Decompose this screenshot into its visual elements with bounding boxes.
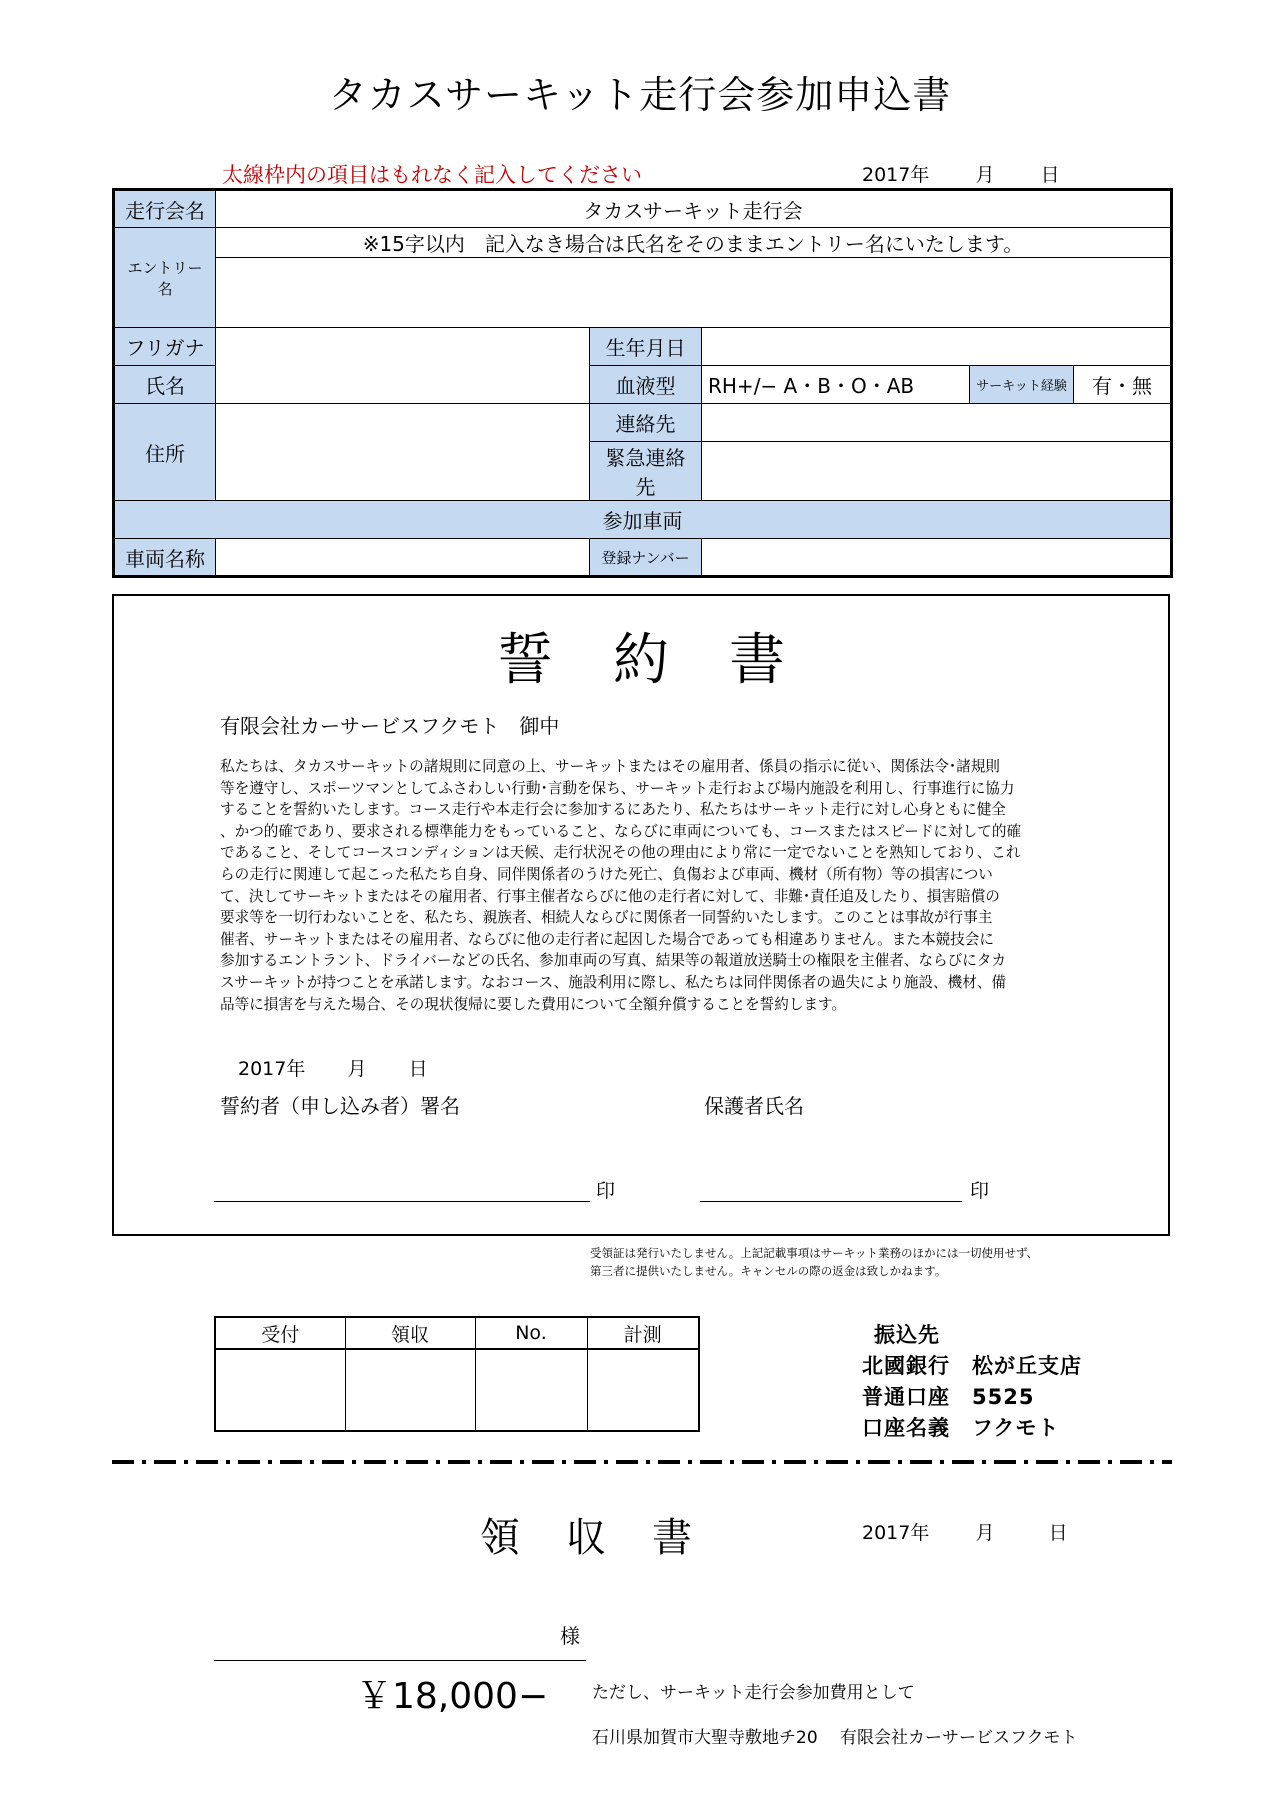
name-label: 氏名 bbox=[114, 366, 216, 404]
office-header-number: No. bbox=[475, 1317, 587, 1349]
recipient-honorific: 様 bbox=[560, 1624, 580, 1648]
signer-signature-line[interactable] bbox=[214, 1201, 590, 1202]
entry-name-note: ※15字以内 記入なき場合は氏名をそのままエントリー名にいたします。 bbox=[216, 228, 1172, 258]
page-title: タカスサーキット走行会参加申込書 bbox=[328, 73, 952, 117]
oath-body bbox=[220, 756, 1070, 1015]
date-year: 2017年 bbox=[862, 164, 930, 186]
oath-title: 誓約書 bbox=[497, 628, 845, 693]
signer-seal-mark: 印 bbox=[596, 1180, 616, 1202]
receipt-amount: ￥18,000− bbox=[356, 1676, 549, 1717]
circuit-experience-options[interactable]: 有・無 bbox=[1074, 366, 1172, 404]
signer-label: 誓約者（申し込み者）署名 bbox=[220, 1094, 460, 1118]
oath-addressee: 有限会社カーサービスフクモト 御中 bbox=[220, 714, 560, 738]
birthdate-label: 生年月日 bbox=[590, 328, 702, 366]
date-year: 2017年 bbox=[238, 1058, 306, 1080]
oath-line: て、決してサーキットまたはその雇用者、行事主催者ならびに他の走行者に対して、非難･責任追及したり、損害賠償の bbox=[220, 887, 1000, 905]
entry-name-label: エントリー名 bbox=[114, 228, 216, 328]
oath-line: することを誓約いたします。コース走行や本走行会に参加するにあたり、私たちはサーキット走行に対し心身ともに健全 bbox=[220, 801, 1006, 819]
plate-number-field[interactable] bbox=[702, 539, 1172, 577]
recipient-name-line[interactable] bbox=[214, 1660, 586, 1661]
receipt-proviso: ただし、サーキット走行会参加費用として bbox=[592, 1683, 915, 1703]
furigana-label: フリガナ bbox=[114, 328, 216, 366]
bank-line: 北國銀行 松が丘支店 bbox=[862, 1354, 1082, 1378]
date-month: 月 bbox=[975, 164, 995, 186]
bank-line: 口座名義 フクモト bbox=[862, 1416, 1060, 1440]
date-day: 日 bbox=[1040, 164, 1060, 186]
vehicle-section-header: 参加車両 bbox=[114, 501, 1172, 539]
address-field[interactable] bbox=[216, 404, 590, 501]
oath-line: 要求等を一切行わないことを、私たち、親族者、相続人ならびに関係者一同誓約いたします。このことは事故が行事主 bbox=[220, 909, 993, 927]
oath-line: 参加するエントラント、ドライバーなどの氏名、参加車両の写真、結果等の報道放送騎士の権限を主催者、ならびにタカ bbox=[220, 952, 1007, 970]
vehicle-name-field[interactable] bbox=[216, 539, 590, 577]
oath-line: 私たちは、タカスサーキットの諸規則に同意の上、サーキットまたはその雇用者、係員の指示に従い、関係法令･諸規則 bbox=[220, 758, 1000, 775]
office-header-reception: 受付 bbox=[215, 1317, 345, 1349]
guardian-seal-mark: 印 bbox=[970, 1180, 990, 1202]
oath-line: 等を遵守し、スポーツマンとしてふさわしい行動･言動を保ち、サーキット走行および場内施設を利用し、行事進行に協力 bbox=[220, 779, 1015, 797]
oath-line: 、かつ的確であり、要求される標準能力をもっていること、ならびに車両についても、コースまたはスピードに対して的確 bbox=[220, 822, 1022, 840]
date-year: 2017年 bbox=[862, 1522, 930, 1544]
office-header-timing: 計測 bbox=[587, 1317, 699, 1349]
blood-type-label: 血液型 bbox=[590, 366, 702, 404]
receipt-title: 領収書 bbox=[480, 1515, 738, 1561]
plate-number-label: 登録ナンバー bbox=[590, 539, 702, 577]
emergency-contact-label: 緊急連絡先 bbox=[590, 442, 702, 501]
issuer-address: 石川県加賀市大聖寺敷地チ20 有限会社カーサービスフクモト bbox=[592, 1728, 1078, 1748]
oath-line: らの走行に関連して起こった私たち自身、同伴関係者のうけた死亡、負傷および車両、機材（所有物）等の損害につい bbox=[220, 865, 993, 883]
date-day: 日 bbox=[408, 1058, 428, 1080]
event-name-label: 走行会名 bbox=[114, 190, 216, 228]
name-field[interactable] bbox=[216, 328, 590, 404]
receipt-date bbox=[862, 1518, 1068, 1545]
office-cell[interactable] bbox=[345, 1349, 475, 1431]
guardian-label: 保護者氏名 bbox=[704, 1094, 804, 1118]
office-cell[interactable] bbox=[475, 1349, 587, 1431]
disclaimer-line: 第三者に提供いたしません。キャンセルの際の返金は致しかねます。 bbox=[590, 1264, 947, 1278]
emergency-contact-field[interactable] bbox=[702, 442, 1172, 501]
event-name-value[interactable]: タカスサーキット走行会 bbox=[216, 190, 1172, 228]
office-cell[interactable] bbox=[215, 1349, 345, 1431]
oath-date bbox=[238, 1054, 428, 1081]
required-notice: 太線枠内の項目はもれなく記入してください bbox=[222, 163, 642, 187]
disclaimer-line: 受領証は発行いたしません。上記記載事項はサーキット業務のほかには一切使用せず、 bbox=[590, 1246, 1039, 1260]
office-header-receipt: 領収 bbox=[345, 1317, 475, 1349]
bank-line: 普通口座 5525 bbox=[862, 1385, 1035, 1409]
date-month: 月 bbox=[975, 1522, 995, 1544]
date-day: 日 bbox=[1048, 1522, 1068, 1544]
application-date bbox=[862, 160, 1060, 187]
vehicle-name-label: 車両名称 bbox=[114, 539, 216, 577]
office-cell[interactable] bbox=[587, 1349, 699, 1431]
office-use-table bbox=[214, 1316, 700, 1432]
oath-line: であること、そしてコースコンディションは天候、走行状況その他の理由により常に一定でないことを熟知しており、これ bbox=[220, 844, 1021, 862]
blood-type-options[interactable]: RH+/− A・B・O・AB bbox=[702, 366, 970, 404]
entry-name-field[interactable] bbox=[216, 258, 1172, 328]
disclaimer bbox=[590, 1244, 1038, 1280]
contact-label: 連絡先 bbox=[590, 404, 702, 442]
cut-line bbox=[112, 1460, 1172, 1464]
oath-line: スサーキットが持つことを承諾します。なおコース、施設利用に際し、私たちは同伴関係者の過失により施設、機材、備 bbox=[220, 973, 1007, 991]
application-form bbox=[112, 188, 1173, 578]
oath-section bbox=[112, 594, 1170, 1236]
bank-heading: 振込先 bbox=[874, 1323, 940, 1347]
date-month: 月 bbox=[347, 1058, 367, 1080]
bank-transfer-info bbox=[862, 1320, 1082, 1444]
address-label: 住所 bbox=[114, 404, 216, 501]
contact-field[interactable] bbox=[702, 404, 1172, 442]
oath-line: 催者、サーキットまたはその雇用者、ならびに他の走行者に起因した場合であっても相違ありません。また本競技会に bbox=[220, 930, 994, 948]
circuit-experience-label: サーキット経験 bbox=[970, 366, 1074, 404]
guardian-signature-line[interactable] bbox=[700, 1201, 962, 1202]
birthdate-field[interactable] bbox=[702, 328, 1172, 366]
oath-line: 品等に損害を与えた場合、その現状復帰に要した費用について全額弁償することを誓約します。 bbox=[220, 995, 847, 1013]
